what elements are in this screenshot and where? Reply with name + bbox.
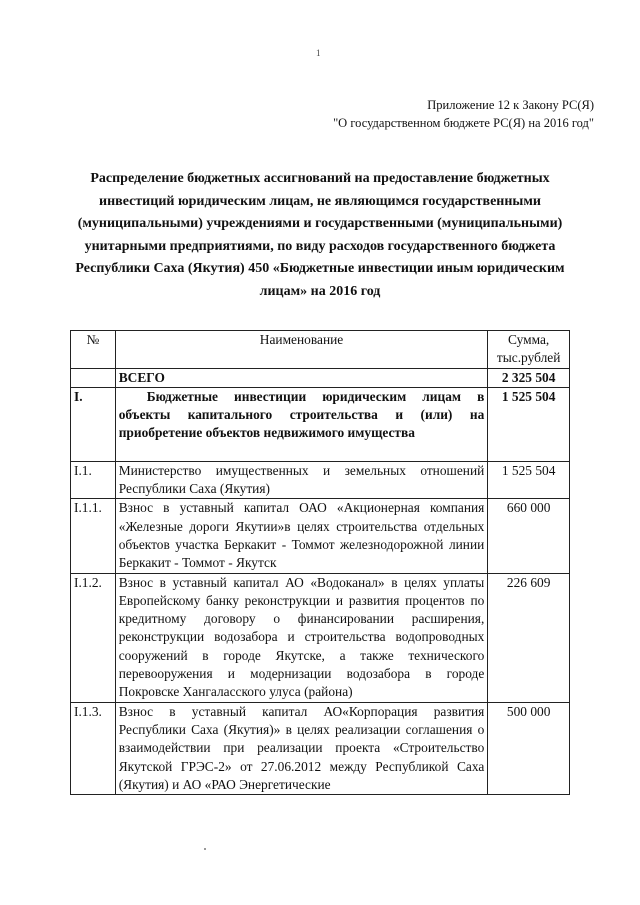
- row-num: I.1.1.: [71, 499, 116, 573]
- row-sum: 226 609: [488, 573, 570, 702]
- row-name: Взнос в уставный капитал АО«Корпорация развития Республики Саха (Якутия)» в целях реализации соглашения о взаимодействии при реализации проекта «Строительство Якутской ГРЭС-2» от 27.06.2012 между Республикой Саха (Якутия) и АО «РАО Энергетические: [115, 702, 488, 794]
- row-name: Министерство имущественных и земельных отношений Республики Саха (Якутия): [115, 461, 488, 499]
- row-num: I.1.: [71, 461, 116, 499]
- budget-table: [70, 330, 570, 795]
- header-sum: Сумма, тыс.рублей: [488, 331, 570, 369]
- row-name: Взнос в уставный капитал АО «Водоканал» в целях уплаты Европейскому банку реконструкции и развития процентов по кредитному договору о финансировании расширения, реконструкции водозабора и строительства водопроводных сооружений в городе Якутске, а также технического перевооружения и модернизации водозабора в городе Покровске Хангаласского улуса (района): [115, 573, 488, 702]
- row-num: I.1.2.: [71, 573, 116, 702]
- page-mark: 1: [316, 48, 321, 58]
- row-sum: 500 000: [488, 702, 570, 794]
- table-header-row: [71, 331, 570, 369]
- total-row: [71, 368, 570, 387]
- row-sum: 1 525 504: [488, 387, 570, 461]
- header-name: Наименование: [115, 331, 488, 369]
- row-num: I.: [71, 387, 116, 461]
- document-title: Распределение бюджетных ассигнований на предоставление бюджетных инвестиций юридическим лицам, не являющимся государственными (муниципальными) учреждениями и государственными (муниципальными) унитарными предприятиями, по виду расходов государственного бюджета Республики Саха (Якутия) 450 «Бюджетные инвестиции иным юридическим лицам» на 2016 год: [75, 171, 565, 299]
- appendix-note: [333, 96, 594, 132]
- row-name: Взнос в уставный капитал ОАО «Акционерная компания «Железные дороги Якутии»в целях строительства отдельных объектов участка Беркакит - Томмот железнодорожной линии Беркакит - Томмот - Якутск: [115, 499, 488, 573]
- header-num: №: [71, 331, 116, 369]
- row-num: I.1.3.: [71, 702, 116, 794]
- total-label: ВСЕГО: [115, 368, 488, 387]
- appendix-line-1: Приложение 12 к Закону РС(Я): [427, 98, 594, 112]
- total-num: [71, 368, 116, 387]
- table-row: [71, 499, 570, 573]
- table-row: [71, 702, 570, 794]
- total-sum: 2 325 504: [488, 368, 570, 387]
- appendix-line-2: "О государственном бюджете РС(Я) на 2016 год": [333, 116, 594, 130]
- row-sum: 660 000: [488, 499, 570, 573]
- row-name: Бюджетные инвестиции юридическим лицам в объекты капитального строительства и (или) на приобретение объектов недвижимого имущества: [115, 387, 488, 461]
- table-row: [71, 387, 570, 461]
- table-row: [71, 461, 570, 499]
- table-row: [71, 573, 570, 702]
- scan-dot: [204, 848, 206, 850]
- row-sum: 1 525 504: [488, 461, 570, 499]
